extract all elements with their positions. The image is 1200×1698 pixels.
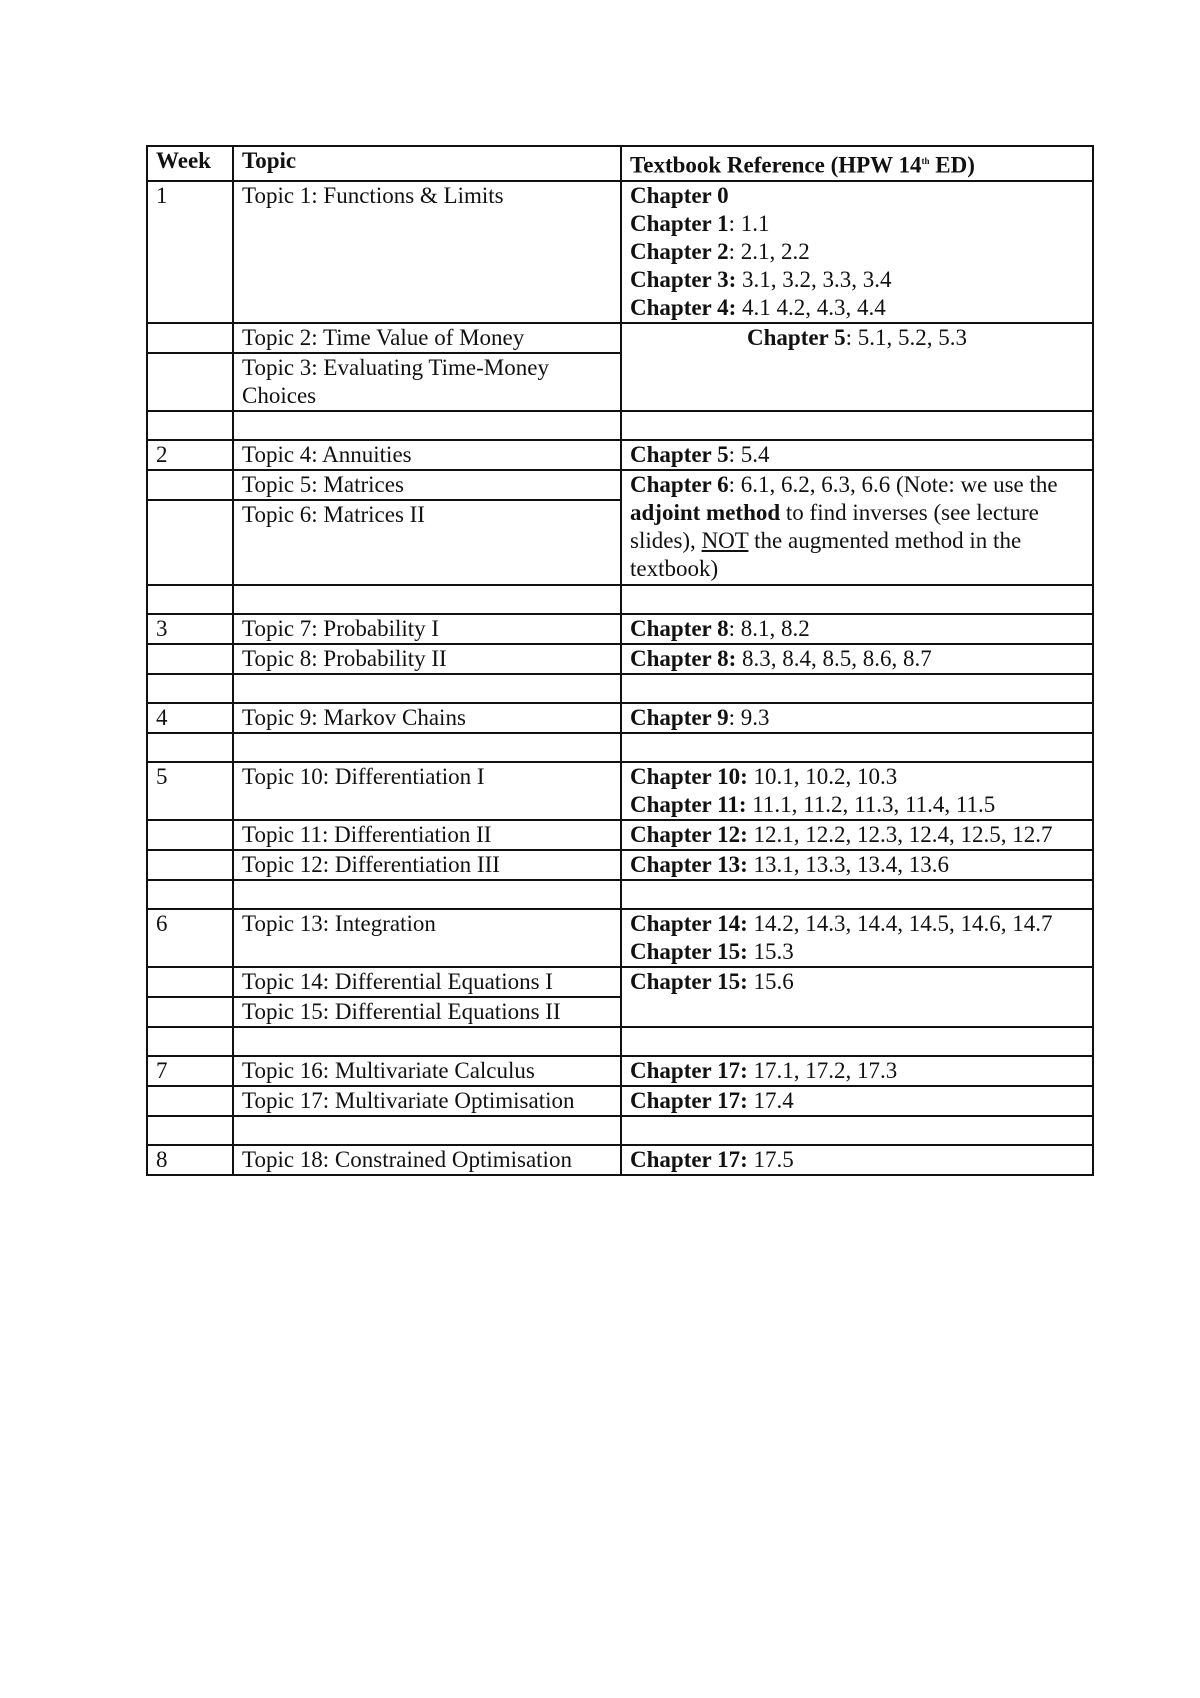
reference-cell: Chapter 8: 8.3, 8.4, 8.5, 8.6, 8.7 [621, 644, 1093, 674]
week-cell [147, 1086, 233, 1116]
not-emphasis: NOT [701, 527, 749, 553]
topic-cell: Topic 5: Matrices [233, 470, 621, 500]
topic-cell: Topic 11: Differentiation II [233, 820, 621, 850]
spacer-row [147, 733, 1093, 762]
schedule-table [146, 145, 1094, 1176]
table-row [147, 323, 1093, 353]
table-row [147, 967, 1093, 997]
spacer-row [147, 880, 1093, 909]
week-cell: 8 [147, 1145, 233, 1175]
table-row [147, 181, 1093, 323]
spacer-row [147, 411, 1093, 440]
reference-cell: Chapter 14: 14.2, 14.3, 14.4, 14.5, 14.6, 14.7 Chapter 15: 15.3 [621, 909, 1093, 967]
reference-cell: Chapter 17: 17.1, 17.2, 17.3 [621, 1056, 1093, 1086]
week-cell [147, 850, 233, 880]
reference-cell: Chapter 15: 15.6 [621, 967, 1093, 1027]
table-row [147, 820, 1093, 850]
topic-cell: Topic 10: Differentiation I [233, 762, 621, 820]
reference-cell: Chapter 12: 12.1, 12.2, 12.3, 12.4, 12.5, 12.7 [621, 820, 1093, 850]
topic-cell: Topic 14: Differential Equations I [233, 967, 621, 997]
topic-cell: Topic 9: Markov Chains [233, 703, 621, 733]
week-cell [147, 820, 233, 850]
table-row [147, 440, 1093, 470]
topic-cell: Topic 15: Differential Equations II [233, 997, 621, 1027]
header-reference: Textbook Reference (HPW 14th ED) [621, 146, 1093, 181]
spacer-row [147, 585, 1093, 614]
topic-cell: Topic 3: Evaluating Time-Money Choices [233, 353, 621, 411]
header-row [147, 146, 1093, 181]
week-cell: 2 [147, 440, 233, 470]
week-cell: 5 [147, 762, 233, 820]
reference-cell: Chapter 10: 10.1, 10.2, 10.3 Chapter 11: 11.1, 11.2, 11.3, 11.4, 11.5 [621, 762, 1093, 820]
week-cell [147, 967, 233, 997]
week-cell: 3 [147, 614, 233, 644]
week-cell [147, 470, 233, 500]
week-cell [147, 500, 233, 585]
spacer-row [147, 1027, 1093, 1056]
reference-cell: Chapter 13: 13.1, 13.3, 13.4, 13.6 [621, 850, 1093, 880]
table-row [147, 762, 1093, 820]
topic-cell: Topic 17: Multivariate Optimisation [233, 1086, 621, 1116]
table-row [147, 850, 1093, 880]
reference-cell: Chapter 5: 5.1, 5.2, 5.3 [621, 323, 1093, 411]
topic-cell: Topic 8: Probability II [233, 644, 621, 674]
reference-cell: Chapter 9: 9.3 [621, 703, 1093, 733]
header-week: Week [147, 146, 233, 181]
table-row [147, 1056, 1093, 1086]
topic-cell: Topic 12: Differentiation III [233, 850, 621, 880]
table-row [147, 1086, 1093, 1116]
reference-cell: Chapter 6: 6.1, 6.2, 6.3, 6.6 (Note: we use the adjoint method to find inverses (see lecture slides), NOT the augmented method in the textbook) [621, 470, 1093, 585]
adjoint-method-emphasis: adjoint method [630, 499, 781, 525]
spacer-row [147, 674, 1093, 703]
table-row [147, 470, 1093, 500]
reference-cell: Chapter 0 Chapter 1: 1.1 Chapter 2: 2.1, 2.2 Chapter 3: 3.1, 3.2, 3.3, 3.4 Chapter 4: 4.1 4.2, 4.3, 4.4 [621, 181, 1093, 323]
header-superscript: th [921, 156, 930, 166]
table-row [147, 703, 1093, 733]
week-cell: 6 [147, 909, 233, 967]
topic-cell: Topic 4: Annuities [233, 440, 621, 470]
topic-cell: Topic 2: Time Value of Money [233, 323, 621, 353]
week-cell [147, 323, 233, 353]
table-row [147, 1145, 1093, 1175]
reference-cell: Chapter 5: 5.4 [621, 440, 1093, 470]
table-row [147, 909, 1093, 967]
week-cell [147, 997, 233, 1027]
topic-cell: Topic 16: Multivariate Calculus [233, 1056, 621, 1086]
topic-cell: Topic 7: Probability I [233, 614, 621, 644]
topic-cell: Topic 6: Matrices II [233, 500, 621, 585]
header-topic: Topic [233, 146, 621, 181]
topic-cell: Topic 18: Constrained Optimisation [233, 1145, 621, 1175]
week-cell [147, 353, 233, 411]
topic-cell: Topic 1: Functions & Limits [233, 181, 621, 323]
spacer-row [147, 1116, 1093, 1145]
table-row [147, 644, 1093, 674]
topic-cell: Topic 13: Integration [233, 909, 621, 967]
week-cell: 7 [147, 1056, 233, 1086]
reference-cell: Chapter 8: 8.1, 8.2 [621, 614, 1093, 644]
reference-cell: Chapter 17: 17.5 [621, 1145, 1093, 1175]
week-cell: 4 [147, 703, 233, 733]
reference-cell: Chapter 17: 17.4 [621, 1086, 1093, 1116]
week-cell: 1 [147, 181, 233, 323]
week-cell [147, 644, 233, 674]
table-row [147, 614, 1093, 644]
